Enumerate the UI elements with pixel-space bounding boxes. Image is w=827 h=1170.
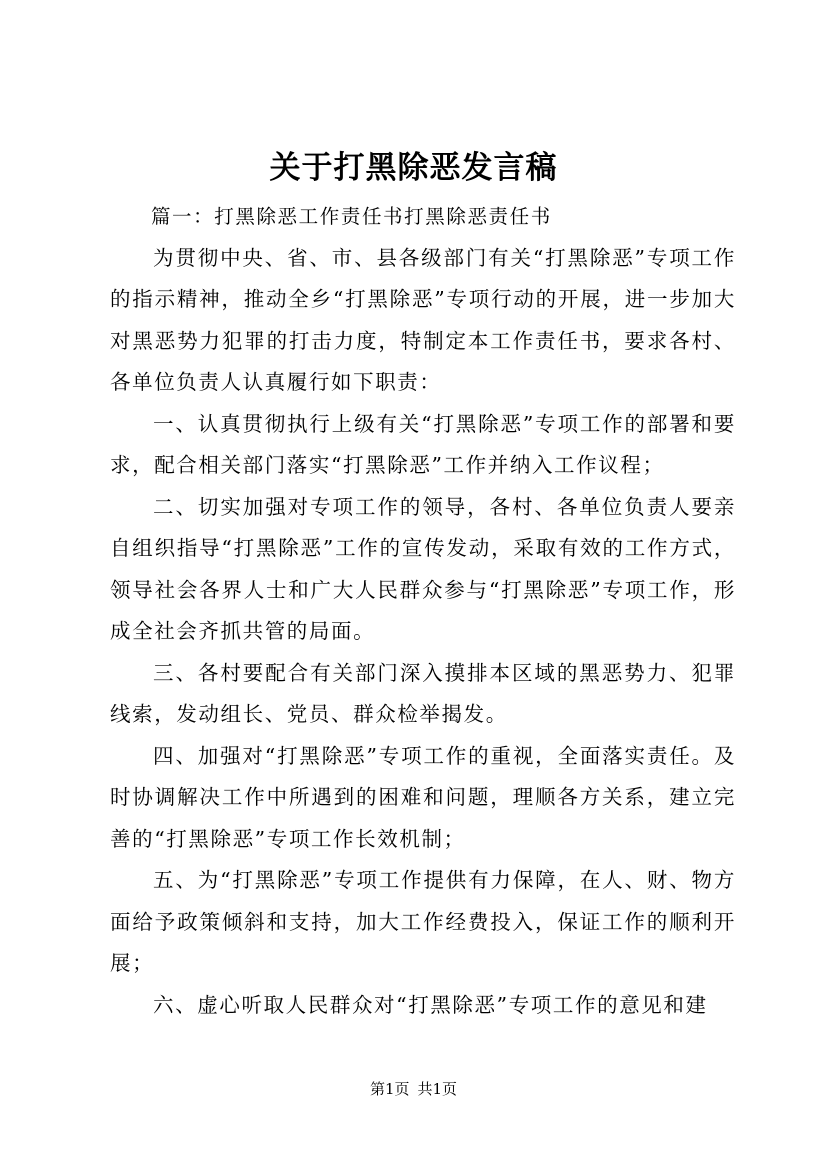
section-heading: 篇一：打黑除恶工作责任书打黑除恶责任书 (150, 205, 552, 228)
document-title: 关于打黑除恶发言稿 (269, 150, 558, 186)
paragraph-item-3: 三、各村要配合有关部门深入摸排本区域的黑恶势力、犯罪线索，发动组长、党员、群众检举揭发。 (110, 660, 736, 726)
paragraph-item-4: 四、加强对“打黑除恶”专项工作的重视，全面落实责任。及时协调解决工作中所遇到的困难和问题，理顺各方关系，建立完善的“打黑除恶”专项工作长效机制； (110, 743, 736, 851)
paragraph-item-2: 二、切实加强对专项工作的领导，各村、各单位负责人要亲自组织指导“打黑除恶”工作的宣传发动，采取有效的工作方式，领导社会各界人士和广大人民群众参与“打黑除恶”专项工作，形成全社会齐抓共管的局面。 (110, 494, 736, 643)
paragraph-item-1: 一、认真贯彻执行上级有关“打黑除恶”专项工作的部署和要求，配合相关部门落实“打黑除恶”工作并纳入工作议程； (110, 411, 736, 477)
paragraph-intro: 为贯彻中央、省、市、县各级部门有关“打黑除恶”专项工作的指示精神，推动全乡“打黑除恶”专项行动的开展，进一步加大对黑恶势力犯罪的打击力度，特制定本工作责任书，要求各村、各单位负责人认真履行如下职责： (110, 245, 736, 394)
page-footer (0, 1078, 827, 1100)
paragraph-item-6: 六、虚心听取人民群众对“打黑除恶”专项工作的意见和建 (153, 992, 708, 1017)
paragraph-item-5: 五、为“打黑除恶”专项工作提供有力保障，在人、财、物方面给予政策倾斜和支持，加大工作经费投入，保证工作的顺利开展； (110, 868, 736, 975)
document-body (110, 196, 736, 1026)
page-number-current: 第1页 (369, 1080, 410, 1098)
page-number-total: 共1页 (417, 1080, 458, 1098)
